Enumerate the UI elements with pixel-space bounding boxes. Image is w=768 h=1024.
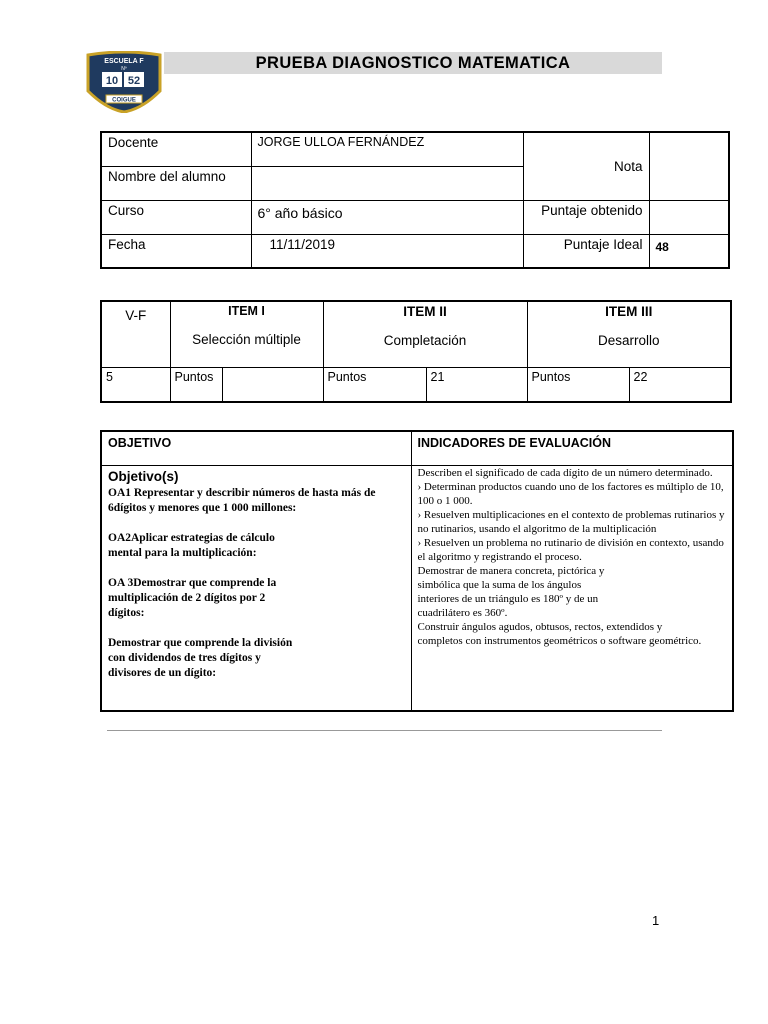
item1-title: ITEM I — [228, 304, 265, 318]
nota-label: Nota — [523, 132, 649, 200]
svg-text:52: 52 — [127, 75, 141, 87]
objective-oa1: OA1 Representar y describir números de hasta más de 6dígitos y menores que 1 000 millones: — [108, 486, 376, 514]
alumno-value[interactable] — [251, 166, 523, 200]
logo-text-top: ESCUELA F — [104, 58, 144, 65]
logo-text-bottom: COIGUE — [112, 97, 136, 104]
item2-subtitle: Completación — [383, 333, 467, 348]
svg-text:10: 10 — [105, 75, 119, 87]
page-number: 1 — [652, 913, 660, 928]
indicator-item: › Resuelven un problema no rutinario de división en contexto, usando el algoritmo y registrando el proceso. — [417, 536, 724, 563]
objective-oa2: OA2Aplicar estrategias de cálculo mental para la multiplicación: — [108, 531, 275, 559]
docente-value: JORGE ULLOA FERNÁNDEZ — [251, 132, 523, 166]
item3-puntos-label: Puntos — [527, 367, 629, 402]
puntaje-obtenido-value[interactable] — [649, 200, 729, 234]
school-logo — [84, 51, 164, 113]
indicator-item: Describen el significado de cada dígito de un número determinado. — [417, 466, 713, 479]
puntaje-obtenido-label: Puntaje obtenido — [523, 200, 649, 234]
svg-text:Nº: Nº — [121, 66, 127, 72]
item2-points: 21 — [426, 367, 527, 402]
curso-value: 6° año básico — [251, 200, 523, 234]
item2-title: ITEM II — [403, 304, 447, 319]
objectives-table — [100, 430, 734, 712]
fecha-label: Fecha — [101, 234, 251, 268]
objective-oa3: OA 3Demostrar que comprende la multiplicación de 2 dígitos por 2 dígitos: — [108, 576, 277, 619]
vf-points: 5 — [101, 367, 170, 402]
divider-line — [107, 730, 662, 731]
nota-value[interactable] — [649, 132, 729, 200]
indicator-item: › Determinan productos cuando uno de los factores es múltiplo de 10, 100 o 1 000. — [417, 480, 724, 507]
vf-label: V-F — [101, 301, 170, 367]
item2-puntos-label: Puntos — [323, 367, 426, 402]
indicators-cell — [411, 465, 733, 711]
indicator-item: Demostrar de manera concreta, pictórica y simbólica que la suma de los ángulos interiores de un triángulo es 180º y de un cuadrilátero es 360º. — [417, 564, 605, 619]
curso-label: Curso — [101, 200, 251, 234]
indicadores-header: INDICADORES DE EVALUACIÓN — [411, 431, 733, 465]
item3-subtitle: Desarrollo — [598, 333, 660, 348]
alumno-label: Nombre del alumno — [101, 166, 251, 200]
indicator-item: Construir ángulos agudos, obtusos, rectos, extendidos y completos con instrumentos geométricos o software geométrico. — [417, 620, 702, 647]
page-title: PRUEBA DIAGNOSTICO MATEMATICA — [164, 52, 662, 74]
indicator-item: › Resuelven multiplicaciones en el contexto de problemas rutinarios y no rutinarios, usando el algoritmo de la multiplicación — [417, 508, 725, 535]
item3-title: ITEM III — [605, 304, 653, 319]
item1-puntos-label: Puntos — [170, 367, 222, 402]
puntaje-ideal-value: 48 — [649, 234, 729, 268]
item1-subtitle: Selección múltiple — [192, 332, 301, 347]
docente-label: Docente — [101, 132, 251, 166]
items-table — [100, 300, 732, 403]
item1-points[interactable] — [222, 367, 323, 402]
item3-points: 22 — [629, 367, 731, 402]
objectives-cell — [101, 465, 411, 711]
fecha-value: 11/11/2019 — [251, 234, 523, 268]
objetivo-header: OBJETIVO — [101, 431, 411, 465]
objetivos-title: Objetivo(s) — [108, 468, 179, 484]
objective-oa4: Demostrar que comprende la división con dividendos de tres dígitos y divisores de un dígito: — [108, 636, 293, 679]
puntaje-ideal-label: Puntaje Ideal — [523, 234, 649, 268]
student-info-table — [100, 131, 730, 269]
